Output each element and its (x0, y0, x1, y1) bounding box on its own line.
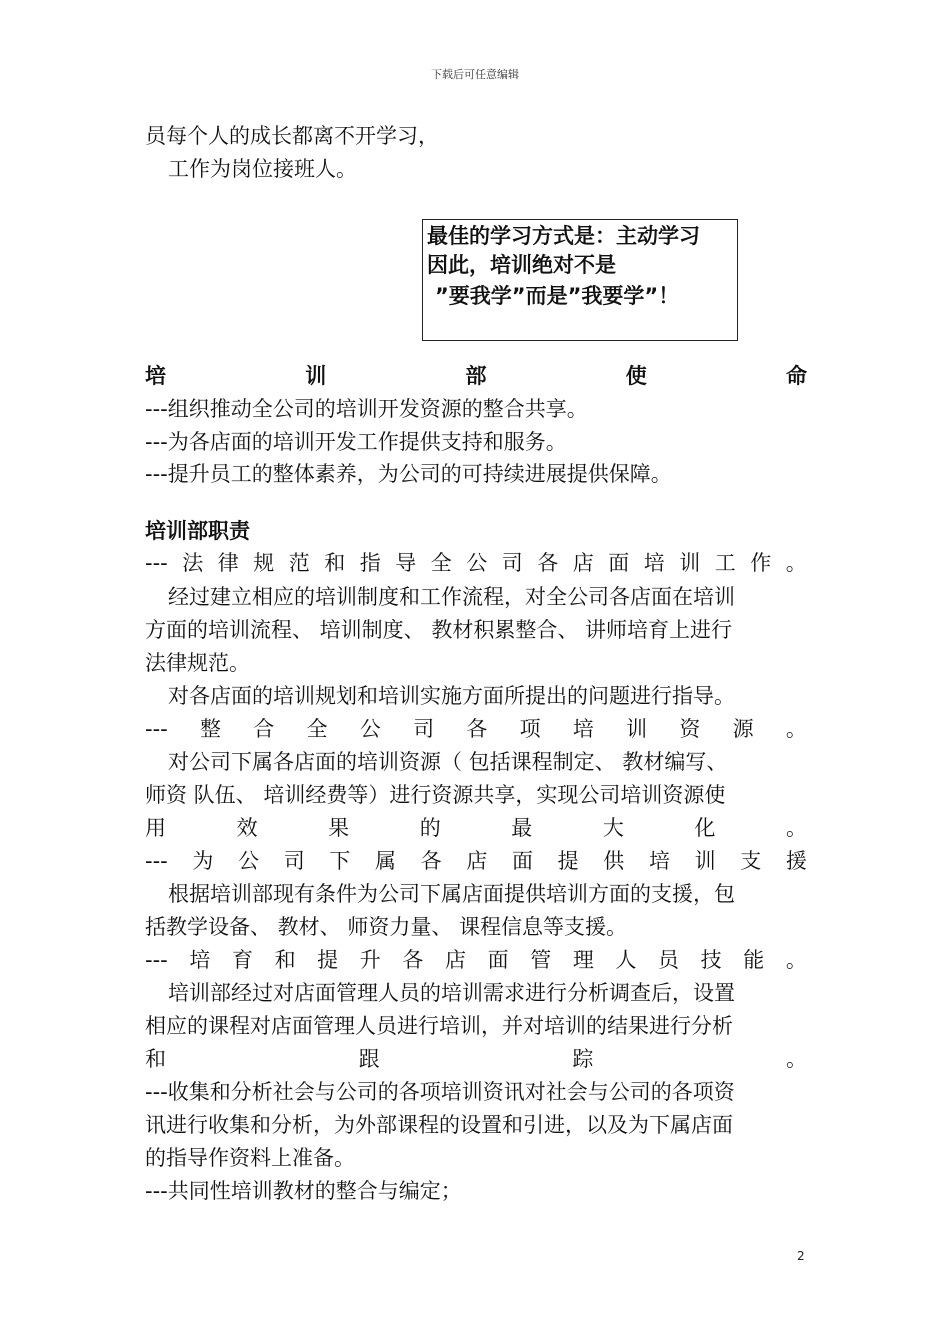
duty-1-line-4: 对各店面的培训规划和培训实施方面所提出的问题进行指导。 (168, 684, 735, 708)
justified-char: 。 (785, 551, 807, 575)
duty-heading-6: ---共同性培训教材的整合与编定； (145, 1179, 462, 1203)
justified-char: 资 (679, 717, 701, 741)
justified-char: 提 (317, 948, 339, 972)
quote-line-1: 最佳的学习方式是：主动学习 (427, 224, 700, 248)
duty-heading-5-line-3: 的指导作资料上准备。 (145, 1146, 355, 1170)
justified-char: 员 (658, 948, 680, 972)
justified-char: --- (145, 551, 168, 575)
duty-4-line-2: 相应的课程对店面管理人员进行培训，并对培训的结果进行分析 (145, 1014, 733, 1038)
justified-char: 升 (359, 948, 381, 972)
justified-char: 培 (648, 849, 670, 873)
justified-char: 训 (694, 849, 716, 873)
duty-1-line-2: 方面的培训流程、 培训制度、 教材积累整合、 讲师培育上进行 (145, 618, 733, 642)
justified-char: 果 (328, 816, 350, 840)
justified-char: 为 (192, 849, 214, 873)
justified-char: 技 (700, 948, 722, 972)
justified-char: 部 (465, 364, 487, 388)
justified-char: 培 (643, 551, 665, 575)
justified-char: 。 (785, 948, 807, 972)
justified-char: 全 (306, 717, 328, 741)
justified-char: --- (145, 948, 168, 972)
justified-char: 踪 (572, 1047, 594, 1071)
justified-char: 效 (236, 816, 258, 840)
justified-char: 全 (430, 551, 452, 575)
duty-2-line-1: 对公司下属各店面的培训资源（ 包括课程制定、 教材编写、 (168, 750, 728, 774)
justified-char: 公 (238, 849, 260, 873)
justified-char: 各 (402, 948, 424, 972)
justified-char: 培 (572, 717, 594, 741)
duty-3-line-2: 括教学设备、 教材、 师资力量、 课程信息等支援。 (145, 915, 628, 939)
justified-char: 面 (511, 849, 533, 873)
justified-char: 各 (420, 849, 442, 873)
duty-1-line-1: 经过建立相应的培训制度和工作流程，对全公司各店面在培训 (168, 585, 735, 609)
justified-char: 能 (743, 948, 765, 972)
justified-char: 和 (274, 948, 296, 972)
duty-2-line-3 (145, 818, 807, 839)
justified-char: 理 (572, 948, 594, 972)
justified-char: 公 (466, 551, 488, 575)
justified-char: 培 (189, 948, 211, 972)
justified-char: 司 (413, 717, 435, 741)
justified-char: 供 (603, 849, 625, 873)
justified-char: 项 (519, 717, 541, 741)
justified-char: 公 (359, 717, 381, 741)
justified-char: 法 (182, 551, 204, 575)
duty-3-line-1: 根据培训部现有条件为公司下属店面提供培训方面的支援，包 (168, 882, 735, 906)
justified-char: --- (145, 849, 168, 873)
justified-char: 管 (530, 948, 552, 972)
duty-heading-4 (145, 950, 807, 971)
justified-char: 人 (615, 948, 637, 972)
justified-char: 整 (200, 717, 221, 741)
justified-char: 命 (786, 364, 807, 388)
duties-title: 培训部职责 (145, 519, 250, 543)
justified-char: 训 (305, 364, 327, 388)
justified-char: 属 (375, 849, 397, 873)
duty-heading-5-line-2: 讯进行收集和分析，为外部课程的设置和引进，以及为下属店面 (145, 1113, 733, 1137)
justified-char: 提 (557, 849, 579, 873)
quote-line-2: 因此，培训绝对不是 (427, 253, 616, 277)
duty-heading-3 (145, 851, 807, 872)
intro-line-2: 工作为岗位接班人。 (168, 157, 357, 181)
duty-heading-5-line-1: ---收集和分析社会与公司的各项培训资讯对社会与公司的各项资 (145, 1080, 735, 1104)
justified-char: 。 (785, 717, 807, 741)
justified-char: 范 (288, 551, 310, 575)
justified-char: 。 (785, 1047, 807, 1071)
justified-char: 店 (466, 849, 488, 873)
justified-char: 和 (324, 551, 346, 575)
justified-char: 用 (145, 816, 166, 840)
duty-heading-1 (145, 553, 807, 574)
intro-line-1: 员每个人的成长都离不开学习， (145, 124, 439, 148)
mission-item-2: ---为各店面的培训开发工作提供支持和服务。 (145, 430, 567, 454)
justified-char: 支 (740, 849, 762, 873)
justified-char: 源 (732, 717, 754, 741)
mission-item-3: ---提升员工的整体素养，为公司的可持续进展提供保障。 (145, 462, 672, 486)
duty-heading-2 (145, 719, 807, 740)
justified-char: 作 (750, 551, 772, 575)
justified-char: 导 (395, 551, 417, 575)
justified-char: 司 (501, 551, 523, 575)
justified-char: 最 (511, 816, 533, 840)
quote-box (422, 219, 738, 341)
justified-char: 律 (217, 551, 239, 575)
justified-char: 大 (602, 816, 624, 840)
justified-char: 合 (253, 717, 275, 741)
page-header: 下载后可任意编辑 (431, 68, 519, 81)
justified-char: 各 (466, 717, 488, 741)
justified-char: 跟 (358, 1047, 380, 1071)
justified-char: 面 (487, 948, 509, 972)
mission-title (145, 366, 807, 387)
duty-1-line-3: 法律规范。 (145, 651, 250, 675)
justified-char: 规 (253, 551, 275, 575)
mission-item-1: ---组织推动全公司的培训开发资源的整合共享。 (145, 397, 588, 421)
quote-line-3: ”要我学”而是”我要学”！ (435, 284, 680, 308)
justified-char: 指 (359, 551, 381, 575)
justified-char: 店 (572, 551, 594, 575)
justified-char: 下 (329, 849, 351, 873)
justified-char: 和 (145, 1047, 166, 1071)
justified-char: 司 (283, 849, 305, 873)
justified-char: 各 (537, 551, 559, 575)
justified-char: 训 (626, 717, 648, 741)
justified-char: 训 (679, 551, 701, 575)
duty-4-line-3 (145, 1049, 807, 1070)
page-number: 2 (797, 1249, 805, 1263)
justified-char: 。 (785, 816, 807, 840)
justified-char: 化 (694, 816, 716, 840)
justified-char: 面 (608, 551, 630, 575)
justified-char: 使 (625, 364, 647, 388)
justified-char: --- (145, 717, 168, 741)
duty-2-line-2: 师资 队伍、 培训经费等）进行资源共享，实现公司培训资源使 (145, 783, 726, 807)
duty-4-line-1: 培训部经过对店面管理人员的培训需求进行分析调查后，设置 (168, 981, 735, 1005)
justified-char: 育 (231, 948, 253, 972)
justified-char: 工 (714, 551, 736, 575)
justified-char: 的 (419, 816, 441, 840)
justified-char: 援 (785, 849, 807, 873)
justified-char: 培 (145, 364, 166, 388)
justified-char: 店 (445, 948, 466, 972)
